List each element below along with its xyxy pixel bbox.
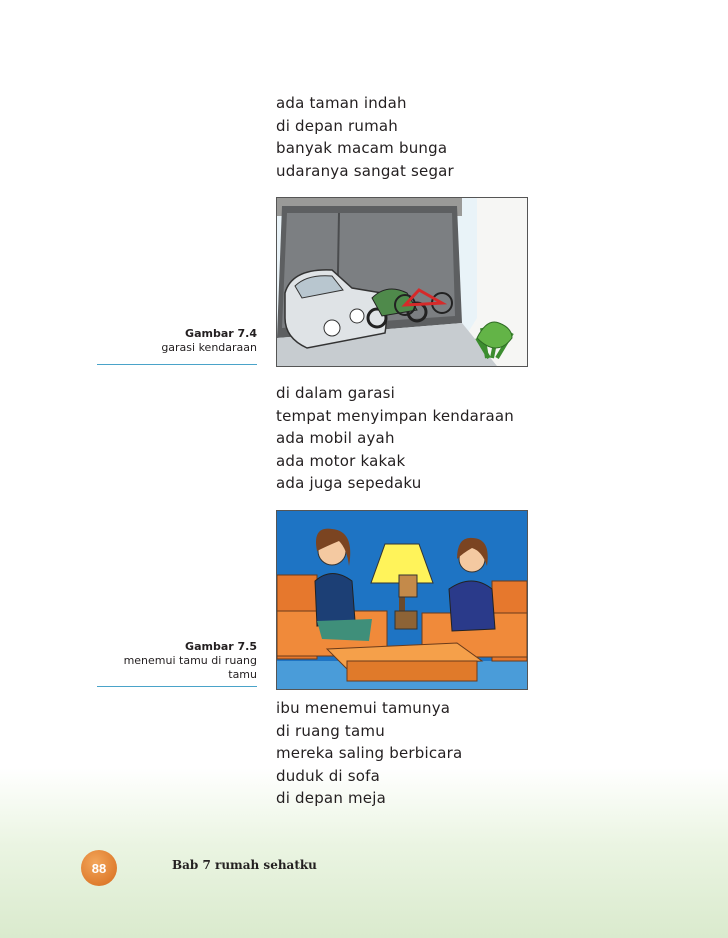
poem-line: duduk di sofa: [276, 766, 381, 785]
figure-caption-text: garasi kendaraan: [161, 341, 257, 354]
poem-line: ada mobil ayah: [276, 429, 395, 447]
figure-caption-text: menemui tamu di ruang: [123, 654, 257, 667]
poem-line: udaranya sangat segar: [276, 161, 454, 180]
page-number-badge: 88: [81, 850, 117, 886]
poem-stanza-1: [276, 92, 454, 182]
poem-line: ada taman indah: [276, 94, 407, 112]
figure-caption-text: tamu: [228, 668, 257, 681]
chapter-title: Bab 7 rumah sehatku: [172, 858, 317, 872]
figure-caption-1: [97, 327, 257, 355]
poem-line: ada juga sepedaku: [276, 474, 422, 492]
photo-frame: [399, 575, 417, 597]
living-room-illustration: [276, 510, 528, 690]
poem-line: di dalam garasi: [276, 384, 395, 402]
garage-illustration: [276, 197, 528, 367]
figure-number: Gambar 7.4: [185, 327, 257, 340]
poem-stanza-3: [276, 697, 462, 810]
poem-line: tempat menyimpan kendaraan: [276, 406, 514, 425]
table-shape: [327, 643, 482, 681]
poem-line: di depan rumah: [276, 116, 398, 135]
poem-stanza-2: [276, 382, 514, 495]
poem-line: di ruang tamu: [276, 721, 385, 740]
figure-caption-2: [97, 640, 257, 682]
caption-divider: [97, 686, 257, 687]
poem-line: mereka saling berbicara: [276, 744, 463, 762]
poem-line: di depan meja: [276, 789, 386, 807]
poem-line: ibu menemui tamunya: [276, 699, 451, 717]
caption-divider: [97, 364, 257, 365]
poem-line: ada motor kakak: [276, 451, 406, 470]
poem-line: banyak macam bunga: [276, 139, 448, 157]
figure-number: Gambar 7.5: [185, 640, 257, 653]
